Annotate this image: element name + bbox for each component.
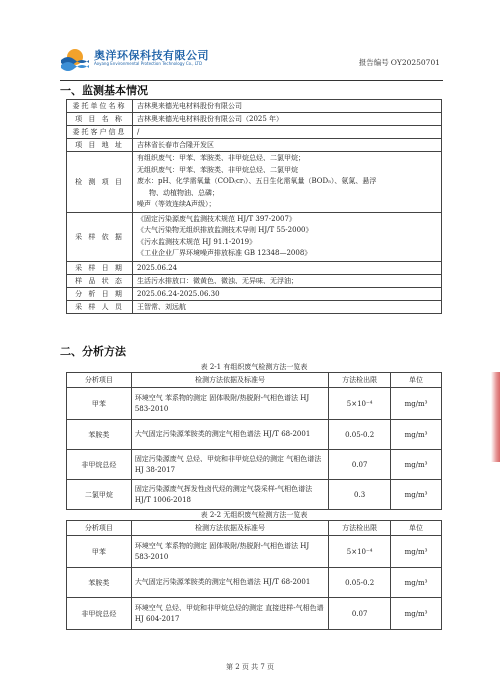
cell-limit: 5×10⁻⁴ <box>329 388 391 420</box>
table-header-row <box>67 373 442 388</box>
table-row <box>67 139 442 152</box>
basic-info-table <box>66 99 442 314</box>
company-logo-icon <box>60 46 90 72</box>
row-value: 2025.06.24 <box>133 261 442 274</box>
row-label: 样 品 状 态 <box>67 274 133 287</box>
cell-limit: 0.3 <box>329 480 391 510</box>
table-row <box>67 480 442 510</box>
table-caption: 表 2-1 有组织废气检测方法一览表 <box>200 363 308 371</box>
row-label: 项 目 地 址 <box>67 139 133 152</box>
row-label: 委托单位名称 <box>67 100 133 113</box>
cell-unit: mg/m³ <box>391 480 442 510</box>
cell-basis: 大气固定污染源苯胺类的测定气相色谱法 HJ/T 68-2001 <box>131 568 328 598</box>
cell-item: 非甲烷总烃 <box>67 598 132 630</box>
report-number <box>357 57 440 68</box>
header-divider <box>60 80 443 81</box>
row-value: 王智常、刘远航 <box>133 300 442 313</box>
table-row <box>67 450 442 480</box>
text-line: 《大气污染物无组织排放监测技术导则 HJ/T 55-2000》 <box>137 226 313 234</box>
text-line: 《工业企业厂界环境噪声排放标准 GB 12348—2008》 <box>137 249 312 257</box>
column-header: 单位 <box>391 521 442 536</box>
cell-item: 甲苯 <box>67 536 132 568</box>
column-header: 方法检出限 <box>329 373 391 388</box>
report-number-label: 报告编号 <box>358 58 389 67</box>
row-value: 2025.06.24-2025.06.30 <box>133 287 442 300</box>
cell-item: 苯胺类 <box>67 420 132 450</box>
table-row <box>67 261 442 274</box>
text-line: 物、动植物油、总磷； <box>149 188 219 197</box>
cell-unit: mg/m³ <box>391 598 442 630</box>
cell-basis: 环境空气 苯系物的测定 固体吸附/热脱附-气相色谱法 HJ 583-2010 <box>131 536 328 568</box>
row-value: 吉林奥来德光电材料股份有限公司（2025 年） <box>133 113 442 126</box>
table-row <box>67 568 442 598</box>
row-label: 项 目 名 称 <box>67 113 133 126</box>
cell-basis: 固定污染源废气 总烃、甲烷和非甲烷总烃的测定 气相色谱法 HJ 38-2017 <box>131 450 328 480</box>
section-title-basic-info: 一、监测基本情况 <box>60 84 148 97</box>
table-caption: 表 2-2 无组织废气检测方法一览表 <box>200 511 308 519</box>
column-header: 方法检出限 <box>329 521 391 536</box>
table-row <box>67 100 442 113</box>
cell-unit: mg/m³ <box>391 536 442 568</box>
row-value-multiline <box>133 152 442 213</box>
row-value: / <box>133 126 442 139</box>
text-line: 《固定污染源废气监测技术规范 HJ/T 397-2007》 <box>137 214 296 223</box>
table-row <box>67 126 442 139</box>
row-label: 委托客户信息 <box>67 126 133 139</box>
cell-limit: 0.05-0.2 <box>329 420 391 450</box>
column-header: 检测方法依据及标准号 <box>131 373 328 388</box>
text-line: 噪声（等效连续A声级）； <box>137 200 216 208</box>
row-value: 吉林奥来德光电材料股份有限公司 <box>133 100 442 113</box>
cell-item: 二氯甲烷 <box>67 480 132 510</box>
row-label: 采 样 日 期 <box>67 261 133 274</box>
cell-unit: mg/m³ <box>391 388 442 420</box>
table-row <box>67 113 442 126</box>
cell-unit: mg/m³ <box>391 450 442 480</box>
unorganized-gas-methods-table <box>66 520 442 630</box>
cell-limit: 5×10⁻⁴ <box>329 536 391 568</box>
table-row <box>67 287 442 300</box>
organized-gas-methods-table <box>66 372 442 510</box>
cell-limit: 0.05-0.2 <box>329 568 391 598</box>
column-header: 分析项目 <box>67 521 132 536</box>
report-number-value: OY20250701 <box>390 58 440 67</box>
table-row <box>67 388 442 420</box>
row-value: 吉林省长春市合隆开发区 <box>133 139 442 152</box>
cell-basis: 固定污染源废气挥发性卤代烃的测定气袋采样-气相色谱法 HJ/T 1006-2018 <box>131 480 328 510</box>
row-label: 检 测 项 目 <box>67 152 133 213</box>
cell-limit: 0.07 <box>329 598 391 630</box>
table-header-row <box>67 521 442 536</box>
cell-item: 苯胺类 <box>67 568 132 598</box>
cell-item: 非甲烷总烃 <box>67 450 132 480</box>
cell-item: 甲苯 <box>67 388 132 420</box>
column-header: 分析项目 <box>67 373 132 388</box>
cell-unit: mg/m³ <box>391 568 442 598</box>
cell-basis: 环境空气 总烃、甲烷和非甲烷总烃的测定 直接进样-气相色谱 HJ 604-2017 <box>131 598 328 630</box>
table-row <box>67 152 442 213</box>
cell-limit: 0.07 <box>329 450 391 480</box>
text-line: 废水：pH、化学需氧量（COD₍cr₎）、五日生化需氧量（BOD₅）、氨氮、悬浮 <box>137 177 377 185</box>
cell-unit: mg/m³ <box>391 420 442 450</box>
table-row <box>67 536 442 568</box>
text-line: 有组织废气：甲苯、苯胺类、非甲烷总烃、二氯甲烷； <box>137 154 305 162</box>
company-name-cn: 奥洋环保科技有限公司 <box>94 49 209 62</box>
table-row <box>67 274 442 287</box>
row-value-multiline <box>133 212 442 261</box>
column-header: 检测方法依据及标准号 <box>131 521 328 536</box>
company-name-en: Aoyang Environmental Protection Technology Co., LTD <box>94 61 203 66</box>
column-header: 单位 <box>391 373 442 388</box>
table-row <box>67 598 442 630</box>
section-title-analysis-methods: 二、分析方法 <box>60 345 126 358</box>
table-row <box>67 300 442 313</box>
row-value: 生活污水排放口：微黄色、微浊、无异味、无浮油； <box>133 274 442 287</box>
seal-stamp-edge <box>491 372 500 462</box>
text-line: 《污水监测技术规范 HJ 91.1-2019》 <box>137 237 257 246</box>
row-label: 采 样 人 员 <box>67 300 133 313</box>
cell-basis: 大气固定污染源苯胺类的测定气相色谱法 HJ/T 68-2001 <box>131 420 328 450</box>
row-label: 分 析 日 期 <box>67 287 133 300</box>
table-row <box>67 212 442 261</box>
row-label: 采 样 依 据 <box>67 212 133 261</box>
text-line: 无组织废气：甲苯、苯胺类、非甲烷总烃、二氯甲烷 <box>137 165 298 174</box>
cell-basis: 环境空气 苯系物的测定 固体吸附/热脱附-气相色谱法 HJ 583-2010 <box>131 388 328 420</box>
page-footer: 第 2 页 共 7 页 <box>225 663 275 671</box>
table-row <box>67 420 442 450</box>
